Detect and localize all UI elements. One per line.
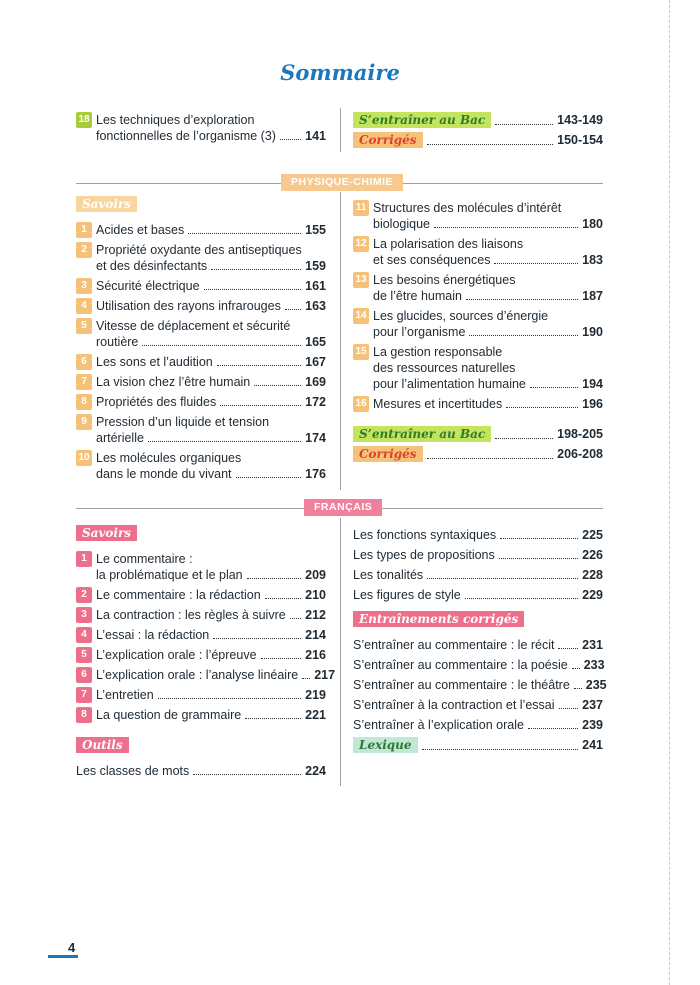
- entry-text: [96, 607, 326, 623]
- page-number: 221: [305, 708, 326, 722]
- entry-title-line: Le commentaire :: [96, 552, 193, 566]
- entry-last-line: [353, 527, 603, 543]
- entry-title-line: Le commentaire : la rédaction: [96, 588, 261, 602]
- page-number: 176: [305, 467, 326, 481]
- entry-text: [96, 667, 336, 683]
- leader-dots: [572, 668, 580, 669]
- entry-title-line: S’entraîner à l’explication orale: [353, 718, 524, 732]
- chapter-number: 5: [76, 318, 92, 334]
- entry-title-line: La polarisation des liaisons: [373, 237, 524, 251]
- leader-dots: [213, 638, 301, 639]
- toc-entry[interactable]: [76, 687, 326, 703]
- entry-title-line: pour l’alimentation humaine: [373, 377, 526, 391]
- entry-last-line: [96, 567, 326, 583]
- leader-dots: [530, 387, 578, 388]
- entry-text: [96, 222, 326, 238]
- chapter-number: 7: [76, 374, 92, 390]
- toc-entry[interactable]: [353, 717, 603, 733]
- section-banner-physique-chimie: PHYSIQUE-CHIMIE: [281, 174, 403, 191]
- page-number: 241: [582, 738, 603, 752]
- leader-dots: [220, 405, 301, 406]
- page-number: 165: [305, 335, 326, 349]
- chapter-number: 15: [353, 344, 369, 360]
- section-banner-francais: FRANÇAIS: [304, 499, 382, 516]
- entry-title-line: L’explication orale : l’épreuve: [96, 648, 257, 662]
- entry-last-line: [373, 324, 603, 340]
- entry-text: [96, 354, 326, 370]
- leader-dots: [245, 718, 301, 719]
- leader-dots: [217, 365, 301, 366]
- bac-training[interactable]: [353, 426, 603, 442]
- entry-text: [96, 707, 326, 723]
- entry-last-line: [96, 587, 326, 603]
- entry-text: [76, 763, 326, 779]
- column-divider: [340, 192, 341, 490]
- entry-last-line: [353, 717, 603, 733]
- page-number: 172: [305, 395, 326, 409]
- entry-text: [373, 272, 603, 304]
- toc-entry[interactable]: [353, 200, 603, 232]
- entry-last-line: [96, 278, 326, 294]
- entry-last-line: [353, 547, 603, 563]
- entry-last-line: [96, 334, 326, 350]
- leader-dots: [285, 309, 301, 310]
- chapter-number: 9: [76, 414, 92, 430]
- corriges-tag: Corrigés: [353, 446, 423, 462]
- entry-title-line: biologique: [373, 217, 430, 231]
- leader-dots: [559, 708, 579, 709]
- toc-entry[interactable]: [76, 763, 326, 779]
- entry-last-line: [96, 222, 326, 238]
- toc-entry[interactable]: [353, 587, 603, 603]
- toc-entry[interactable]: [76, 222, 326, 238]
- leader-dots: [574, 688, 582, 689]
- entry-text: [353, 547, 603, 563]
- entry-last-line: [96, 258, 326, 274]
- toc-entry[interactable]: [76, 607, 326, 623]
- entry-title-line: Les besoins énergétiques: [373, 273, 516, 287]
- entry-last-line: [373, 252, 603, 268]
- toc-entry[interactable]: [353, 396, 603, 412]
- entry-text: [96, 278, 326, 294]
- leader-dots: [466, 299, 578, 300]
- lexique-tag: Lexique: [353, 737, 418, 753]
- page-number: 229: [582, 588, 603, 602]
- entry-last-line: [373, 288, 603, 304]
- entry-title-line: Les types de propositions: [353, 548, 495, 562]
- leader-dots: [422, 749, 579, 750]
- entry-text: [96, 450, 326, 482]
- chapter-number: 3: [76, 607, 92, 623]
- page-number: 196: [582, 397, 603, 411]
- entry-last-line: [353, 637, 603, 653]
- leader-dots: [427, 144, 554, 145]
- top-right-column: [353, 112, 603, 152]
- toc-entry[interactable]: [76, 450, 326, 482]
- page-number: 183: [582, 253, 603, 267]
- toc-entry-bac[interactable]: [353, 112, 603, 128]
- entry-text: [96, 242, 326, 274]
- toc-entry[interactable]: [353, 637, 603, 653]
- toc-entry[interactable]: [353, 527, 603, 543]
- entry-text: [96, 414, 326, 446]
- page-edge: [669, 0, 670, 985]
- leader-dots: [193, 774, 301, 775]
- entry-text: [96, 627, 326, 643]
- chapter-number: 8: [76, 707, 92, 723]
- chapter-number: 7: [76, 687, 92, 703]
- entry-last-line: [353, 587, 603, 603]
- page-number: 233: [583, 658, 605, 672]
- entry-title-line: S’entraîner au commentaire : le récit: [353, 638, 555, 652]
- page-number: 210: [305, 588, 326, 602]
- page-number: 209: [305, 568, 326, 582]
- entry-title-line: La vision chez l’être humain: [96, 375, 251, 389]
- entry-last-line: [96, 647, 326, 663]
- entry-last-line: [96, 707, 326, 723]
- leader-dots: [495, 124, 553, 125]
- page-number: 216: [305, 648, 326, 662]
- chapter-number: 16: [353, 396, 369, 412]
- entry-title-line: Les figures de style: [353, 588, 461, 602]
- page-number: 217: [314, 668, 336, 682]
- entry-text: [96, 687, 326, 703]
- page-number: 206-208: [557, 447, 603, 461]
- entry-text: [373, 308, 603, 340]
- entry-title-line: des ressources naturelles: [373, 361, 516, 375]
- entry-title-line: L’entretien: [96, 688, 154, 702]
- toc-entry[interactable]: [353, 697, 603, 713]
- column-divider: [340, 518, 341, 786]
- leader-dots: [158, 698, 301, 699]
- entry-title-line: Propriété oxydante des antiseptiques: [96, 243, 302, 257]
- leader-dots: [465, 598, 578, 599]
- leader-dots: [247, 578, 302, 579]
- entry-title-line: Les sons et l’audition: [96, 355, 213, 369]
- top-left-column: [76, 112, 326, 148]
- page-number: 219: [305, 688, 326, 702]
- leader-dots: [469, 335, 578, 336]
- entry-last-line: [96, 607, 326, 623]
- entry-text: [96, 587, 326, 603]
- toc-entry[interactable]: [76, 112, 326, 144]
- leader-dots: [280, 139, 301, 140]
- entry-title-line: fonctionnelles de l’organisme (3): [96, 129, 276, 143]
- toc-entry[interactable]: [76, 647, 326, 663]
- leader-dots: [236, 477, 302, 478]
- page-number: 194: [582, 377, 603, 391]
- leader-dots: [427, 458, 554, 459]
- toc-entry[interactable]: [353, 308, 603, 340]
- chapter-number: 1: [76, 222, 92, 238]
- toc-entry[interactable]: [353, 677, 607, 693]
- page-number: 161: [305, 279, 326, 293]
- column-divider: [340, 108, 341, 152]
- entry-title-line: L’essai : la rédaction: [96, 628, 210, 642]
- entrainements-corriges-tag: Entraînements corrigés: [353, 611, 524, 627]
- toc-entry[interactable]: [76, 394, 326, 410]
- entry-title-line: Sécurité électrique: [96, 279, 200, 293]
- page-number: 169: [305, 375, 326, 389]
- page-number: 237: [582, 698, 603, 712]
- page-number: 150-154: [557, 133, 603, 147]
- page-number: 235: [585, 678, 607, 692]
- entry-text: [373, 344, 603, 392]
- entry-text: [353, 567, 603, 583]
- entry-last-line: [373, 396, 603, 412]
- entry-text: [96, 394, 326, 410]
- entry-title-line: S’entraîner au commentaire : la poésie: [353, 658, 568, 672]
- leader-dots: [427, 578, 578, 579]
- leader-dots: [500, 538, 578, 539]
- page-number: 174: [305, 431, 326, 445]
- chapter-number: 8: [76, 394, 92, 410]
- entry-title-line: S’entraîner à la contraction et l’essai: [353, 698, 555, 712]
- page-number: 143-149: [557, 113, 603, 127]
- entry-text: [353, 527, 603, 543]
- footer-rule: [48, 955, 78, 958]
- physique-left-column: [76, 196, 326, 486]
- toc-entry[interactable]: [76, 298, 326, 314]
- chapter-number: 2: [76, 242, 92, 258]
- toc-entry[interactable]: [76, 318, 326, 350]
- toc-entry[interactable]: [76, 242, 326, 274]
- entry-text: [96, 647, 326, 663]
- entry-title-line: artérielle: [96, 431, 144, 445]
- chapter-number: 4: [76, 298, 92, 314]
- bac-training-tag: S’entraîner au Bac: [353, 426, 491, 442]
- entry-last-line: [96, 667, 336, 683]
- leader-dots: [204, 289, 302, 290]
- entry-title-line: et ses conséquences: [373, 253, 491, 267]
- outils-tag: Outils: [76, 737, 129, 753]
- toc-entry[interactable]: [76, 278, 326, 294]
- entry-title-line: La gestion responsable: [373, 345, 503, 359]
- chapter-number: 3: [76, 278, 92, 294]
- page-number: 167: [305, 355, 326, 369]
- chapter-number: 6: [76, 354, 92, 370]
- page-number: 224: [305, 764, 326, 778]
- page-number: 163: [305, 299, 326, 313]
- entry-last-line: [353, 697, 603, 713]
- entry-text: [96, 374, 326, 390]
- entry-last-line: [96, 374, 326, 390]
- entry-title-line: S’entraîner au commentaire : le théâtre: [353, 678, 570, 692]
- leader-dots: [494, 263, 578, 264]
- toc-entry[interactable]: [353, 547, 603, 563]
- entry-title-line: Les classes de mots: [76, 764, 190, 778]
- toc-entry[interactable]: [76, 374, 326, 390]
- bac-training-tag: S’entraîner au Bac: [353, 112, 491, 128]
- toc-entry[interactable]: [353, 236, 603, 268]
- entry-title-line: Les molécules organiques: [96, 451, 242, 465]
- page-number: 159: [305, 259, 326, 273]
- francais-right-column: [353, 527, 607, 757]
- entry-text: [96, 298, 326, 314]
- entry-title-line: Structures des molécules d’intérêt: [373, 201, 562, 215]
- entry-text: [353, 657, 603, 673]
- leader-dots: [265, 598, 301, 599]
- chapter-number: 4: [76, 627, 92, 643]
- lexique[interactable]: [353, 737, 603, 753]
- toc-entry[interactable]: [76, 414, 326, 446]
- toc-entry[interactable]: [76, 551, 326, 583]
- chapter-number: 5: [76, 647, 92, 663]
- page-number: 239: [582, 718, 603, 732]
- leader-dots: [499, 558, 578, 559]
- toc-entry-corriges[interactable]: [353, 132, 603, 148]
- page-number: 226: [582, 548, 603, 562]
- entry-title-line: de l’être humain: [373, 289, 462, 303]
- entry-last-line: [353, 677, 607, 693]
- chapter-number: 12: [353, 236, 369, 252]
- entry-text: [373, 236, 603, 268]
- entry-last-line: [353, 567, 603, 583]
- entry-title-line: Pression d’un liquide et tension: [96, 415, 270, 429]
- chapter-number: 2: [76, 587, 92, 603]
- entry-title-line: Vitesse de déplacement et sécurité: [96, 319, 291, 333]
- leader-dots: [434, 227, 578, 228]
- entry-text: [96, 551, 326, 583]
- entry-last-line: [96, 430, 326, 446]
- entry-title-line: Les fonctions syntaxiques: [353, 528, 497, 542]
- entry-title-line: et des désinfectants: [96, 259, 208, 273]
- entry-title-line: Mesures et incertitudes: [373, 397, 503, 411]
- toc-entry[interactable]: [353, 272, 603, 304]
- physique-right-column: [353, 200, 603, 466]
- leader-dots: [558, 648, 578, 649]
- leader-dots: [528, 728, 578, 729]
- chapter-number: 18: [76, 112, 92, 128]
- entry-title-line: Les glucides, sources d’énergie: [373, 309, 549, 323]
- entry-last-line: [373, 216, 603, 232]
- entry-text: [96, 318, 326, 350]
- entry-title-line: Les tonalités: [353, 568, 424, 582]
- page-number: 214: [305, 628, 326, 642]
- toc-entry[interactable]: [353, 344, 603, 392]
- entry-last-line: [96, 298, 326, 314]
- entry-title-line: La question de grammaire: [96, 708, 242, 722]
- leader-dots: [290, 618, 301, 619]
- leader-dots: [506, 407, 578, 408]
- entry-text: [353, 587, 603, 603]
- toc-entry[interactable]: [76, 667, 336, 683]
- entry-title-line: Propriétés des fluides: [96, 395, 217, 409]
- entry-text: [353, 677, 607, 693]
- page-number: 212: [305, 608, 326, 622]
- page-number: 231: [582, 638, 603, 652]
- page-number: 198-205: [557, 427, 603, 441]
- toc-entry[interactable]: [353, 567, 603, 583]
- toc-entry[interactable]: [76, 587, 326, 603]
- chapter-number: 10: [76, 450, 92, 466]
- toc-entry[interactable]: [76, 627, 326, 643]
- toc-entry[interactable]: [76, 707, 326, 723]
- entry-last-line: [96, 466, 326, 482]
- entry-text: [353, 637, 603, 653]
- page-number: 225: [582, 528, 603, 542]
- entry-last-line: [96, 687, 326, 703]
- leader-dots: [188, 233, 301, 234]
- entry-title-line: la problématique et le plan: [96, 568, 243, 582]
- chapter-number: 13: [353, 272, 369, 288]
- entry-text: [353, 697, 603, 713]
- toc-entry[interactable]: [76, 354, 326, 370]
- corriges-tag: Corrigés: [353, 132, 423, 148]
- entry-last-line: [96, 394, 326, 410]
- entry-title-line: dans le monde du vivant: [96, 467, 232, 481]
- entry-last-line: [96, 354, 326, 370]
- chapter-number: 14: [353, 308, 369, 324]
- entry-text: [373, 396, 603, 412]
- entry-title-line: pour l’organisme: [373, 325, 466, 339]
- leader-dots: [148, 441, 301, 442]
- entry-last-line: [76, 763, 326, 779]
- entry-title-line: L’explication orale : l’analyse linéaire: [96, 668, 299, 682]
- leader-dots: [261, 658, 302, 659]
- entry-title-line: Utilisation des rayons infrarouges: [96, 299, 281, 313]
- page-number: 141: [305, 129, 326, 143]
- entry-title-line: routière: [96, 335, 139, 349]
- footer-page-number: 4: [68, 940, 76, 955]
- entry-text: [373, 200, 603, 232]
- francais-left-column: [76, 525, 336, 783]
- entry-title-line: Les techniques d’exploration: [96, 113, 255, 127]
- page-title: Sommaire: [280, 60, 400, 85]
- savoirs-tag: Savoirs: [76, 525, 137, 541]
- entry-title-line: Acides et bases: [96, 223, 185, 237]
- entry-last-line: [96, 627, 326, 643]
- corriges[interactable]: [353, 446, 603, 462]
- page-number: 180: [582, 217, 603, 231]
- savoirs-tag: Savoirs: [76, 196, 137, 212]
- page-number: 155: [305, 223, 326, 237]
- leader-dots: [495, 438, 553, 439]
- page-number: 190: [582, 325, 603, 339]
- entry-text: [353, 717, 603, 733]
- leader-dots: [142, 345, 301, 346]
- leader-dots: [254, 385, 301, 386]
- page-number: 187: [582, 289, 603, 303]
- chapter-number: 11: [353, 200, 369, 216]
- entry-last-line: [373, 376, 603, 392]
- page-number: 228: [582, 568, 603, 582]
- chapter-number: 6: [76, 667, 92, 683]
- leader-dots: [211, 269, 301, 270]
- leader-dots: [302, 678, 310, 679]
- entry-last-line: [353, 657, 603, 673]
- chapter-number: 1: [76, 551, 92, 567]
- entry-title-line: La contraction : les règles à suivre: [96, 608, 286, 622]
- toc-entry[interactable]: [353, 657, 603, 673]
